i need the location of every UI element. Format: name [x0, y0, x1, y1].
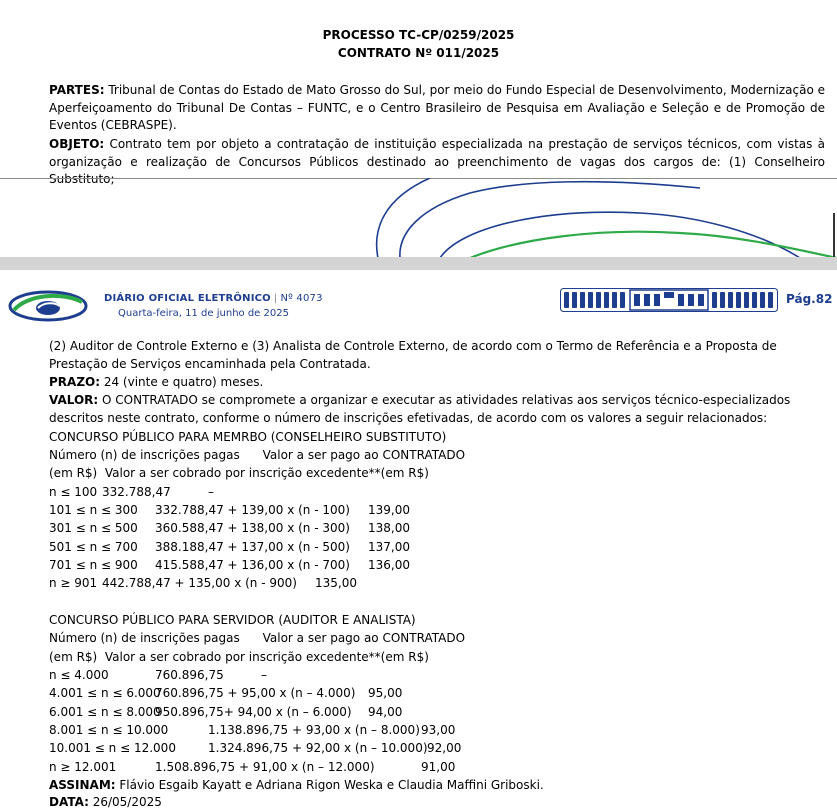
- partes-paragraph: [49, 82, 825, 135]
- valor-line-2: descritos neste contrato, conforme o número de inscrições efetivadas, de acordo com os valores a seguir relacionados:: [49, 411, 768, 425]
- table1-header-1: Número (n) de inscrições pagas Valor a ser pago ao CONTRATADO: [49, 448, 466, 462]
- assinam-text: Flávio Esgaib Kayatt e Adriana Rigon Weska e Claudia Maffini Griboski.: [115, 778, 544, 792]
- publication-date: Quarta-feira, 11 de junho de 2025: [118, 308, 289, 319]
- valor-text-1: O CONTRATADO se compromete a organizar e executar as atividades relativas aos serviços técnico-especializados: [98, 393, 791, 407]
- assinam-line: [49, 776, 544, 794]
- building-facade-icon: [560, 288, 778, 312]
- data-text: 26/05/2025: [88, 795, 162, 809]
- table1-title: CONCURSO PÚBLICO PARA MEMRBO (CONSELHEIRO SUBSTITUTO): [49, 430, 447, 444]
- table1-row-extra: 138,00: [368, 521, 410, 535]
- table1-row-value: 415.588,47 + 136,00 x (n - 700): [155, 558, 350, 572]
- table1-row-extra: –: [208, 485, 214, 499]
- table2-row-extra: 94,00: [368, 705, 403, 719]
- table2-header-1: Número (n) de inscrições pagas Valor a ser pago ao CONTRATADO: [49, 631, 466, 645]
- partes-text: Tribunal de Contas do Estado de Mato Grosso do Sul, por meio do Fundo Especial de Desenvolvimento, Modernização e Aperfeiçoamento do Tribunal De Contas – FUNTC, e o Centro Brasileiro de Pesquisa em Avaliação e Seleção e de Promoção de Eventos (CEBRASPE).: [49, 83, 825, 132]
- objeto-label: OBJETO:: [49, 137, 105, 151]
- table2-row-extra: 95,00: [368, 686, 403, 700]
- table2-title: CONCURSO PÚBLICO PARA SERVIDOR (AUDITOR E ANALISTA): [49, 613, 416, 627]
- table2-row-range: 10.001 ≤ n ≤ 12.000: [49, 741, 176, 755]
- edition-number: Nº 4073: [280, 293, 323, 304]
- gazette-header: [0, 270, 837, 330]
- assinam-label: ASSINAM:: [49, 778, 116, 792]
- page-number: Pág.82: [786, 292, 833, 306]
- table1-row-value: 332.788,47: [102, 485, 171, 499]
- table2-row-value: 760.896,75 + 95,00 x (n – 4.000): [155, 686, 356, 700]
- table1-row-range: 501 ≤ n ≤ 700: [49, 540, 138, 554]
- table2-row-range: n ≥ 12.001: [49, 760, 117, 774]
- prazo-label: PRAZO:: [49, 375, 101, 389]
- table1-row-range: n ≥ 901: [49, 576, 98, 590]
- table1-row-value: 332.788,47 + 139,00 x (n - 100): [155, 503, 350, 517]
- table2-row-value: 760.896,75: [155, 668, 224, 682]
- table1-row-range: n ≤ 100: [49, 485, 98, 499]
- valor-label: VALOR:: [49, 393, 99, 407]
- tribunal-logo-icon: [8, 290, 88, 322]
- table2-header-2: (em R$) Valor a ser cobrado por inscrição excedente**(em R$): [49, 650, 429, 664]
- table1-row-extra: 137,00: [368, 540, 410, 554]
- table2-row-extra: 93,00: [421, 723, 456, 737]
- header-separator: |: [273, 293, 278, 304]
- table1-row-range: 301 ≤ n ≤ 500: [49, 521, 138, 535]
- table2-row-value: 1.508.896,75 + 91,00 x (n – 12.000): [155, 760, 375, 774]
- data-label: DATA:: [49, 795, 89, 809]
- table1-row-extra: 139,00: [368, 503, 410, 517]
- table2-row-range: n ≤ 4.000: [49, 668, 109, 682]
- table2-row-range: 8.001 ≤ n ≤ 10.000: [49, 723, 169, 737]
- table1-header-2: (em R$) Valor a ser cobrado por inscrição excedente**(em R$): [49, 466, 429, 480]
- table2-row-range: 6.001 ≤ n ≤ 8.000: [49, 705, 161, 719]
- table1-row-range: 701 ≤ n ≤ 900: [49, 558, 138, 572]
- table2-row-extra: 91,00: [421, 760, 456, 774]
- table1-row-range: 101 ≤ n ≤ 300: [49, 503, 138, 517]
- table1-row-value: 388.188,47 + 137,00 x (n - 500): [155, 540, 350, 554]
- table2-row-value: 950.896,75+ 94,00 x (n – 6.000): [155, 705, 352, 719]
- valor-line-1: [49, 391, 825, 409]
- objeto-continuation-line-1: (2) Auditor de Controle Externo e (3) Analista de Controle Externo, de acordo com o Termo de Referência e a Proposta de: [49, 339, 777, 353]
- prazo-line: [49, 373, 263, 391]
- table1-row-value: 360.588,47 + 138,00 x (n - 300): [155, 521, 350, 535]
- table2-row-range: 4.001 ≤ n ≤ 6.000: [49, 686, 161, 700]
- table1-row-value: 442.788,47 + 135,00 x (n - 900): [102, 576, 297, 590]
- table2-row-extra: 92,00: [427, 741, 462, 755]
- contract-number: CONTRATO Nº 011/2025: [337, 46, 500, 60]
- partes-label: PARTES:: [49, 83, 105, 97]
- objeto-text: Contrato tem por objeto a contratação de instituição especializada na prestação de serviços técnicos, com vistas à organização e realização de Concursos Públicos destinado ao preenchimento de vagas dos cargos de: (1) Conselheiro Substituto;: [49, 137, 825, 186]
- objeto-continuation-line-2: Prestação de Serviços encaminhada pela Contratada.: [49, 357, 371, 371]
- footer-swoosh-decoration: [0, 178, 837, 258]
- data-line: [49, 793, 162, 811]
- table2-row-extra: –: [261, 668, 267, 682]
- publication-title: [104, 293, 323, 304]
- publication-name: DIÁRIO OFICIAL ELETRÔNICO: [104, 293, 271, 304]
- table1-row-extra: 136,00: [368, 558, 410, 572]
- process-number: PROCESSO TC-CP/0259/2025: [322, 28, 515, 42]
- previous-page-fragment: [0, 0, 837, 186]
- prazo-text: 24 (vinte e quatro) meses.: [100, 375, 264, 389]
- page-separator-band: [0, 257, 837, 270]
- table1-row-extra: 135,00: [315, 576, 357, 590]
- table2-row-value: 1.324.896,75 + 92,00 x (n – 10.000): [208, 741, 428, 755]
- table2-row-value: 1.138.896,75 + 93,00 x (n – 8.000): [208, 723, 420, 737]
